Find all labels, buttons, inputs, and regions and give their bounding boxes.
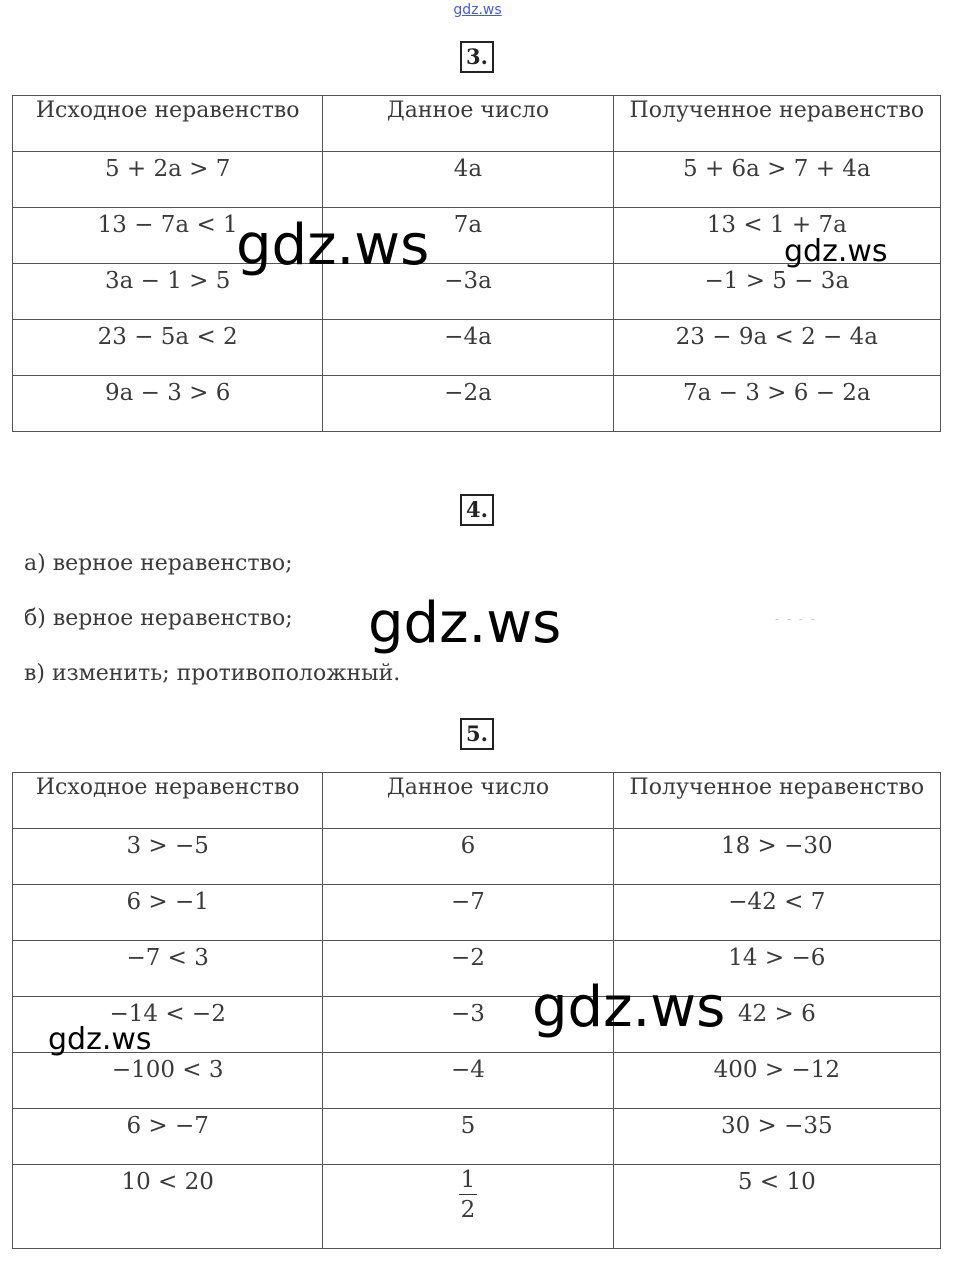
answer-b: б) верное неравенство; xyxy=(24,606,293,631)
cell-result: 18 > −30 xyxy=(613,829,940,885)
cell-original: 6 > −7 xyxy=(13,1109,323,1165)
answer-a: а) верное неравенство; xyxy=(24,551,293,576)
table-row xyxy=(13,1109,941,1165)
cell-number-fraction xyxy=(323,1165,613,1249)
top-watermark-link: gdz.ws xyxy=(453,2,502,18)
faint-mark: - - - - xyxy=(775,612,817,626)
table-row xyxy=(13,320,941,376)
cell-original: 23 − 5a < 2 xyxy=(13,320,323,376)
cell-original: −100 < 3 xyxy=(13,1053,323,1109)
watermark-logo: gdz.ws xyxy=(236,213,430,278)
table-section-5 xyxy=(12,772,941,1249)
cell-original: 9a − 3 > 6 xyxy=(13,376,323,432)
cell-original: −7 < 3 xyxy=(13,941,323,997)
table-row xyxy=(13,941,941,997)
fraction-denominator: 2 xyxy=(460,1197,476,1223)
table-row xyxy=(13,152,941,208)
watermark-logo: gdz.ws xyxy=(48,1022,152,1057)
cell-number: −2a xyxy=(323,376,613,432)
cell-number: −4 xyxy=(323,1053,613,1109)
cell-result: 5 + 6a > 7 + 4a xyxy=(613,152,940,208)
watermark-logo: gdz.ws xyxy=(368,591,562,656)
cell-number: −3 xyxy=(323,997,613,1053)
cell-number: −7 xyxy=(323,885,613,941)
fraction-numerator: 1 xyxy=(460,1167,476,1193)
cell-original: 6 > −1 xyxy=(13,885,323,941)
cell-number: 7a xyxy=(323,208,613,264)
fraction-one-half xyxy=(459,1169,478,1222)
cell-original: 3 > −5 xyxy=(13,829,323,885)
section-5-number: 5. xyxy=(460,718,494,750)
table-row xyxy=(13,829,941,885)
cell-result: 400 > −12 xyxy=(613,1053,940,1109)
header-number: Данное число xyxy=(323,773,613,829)
cell-original: −14 < −2 xyxy=(13,997,323,1053)
table-row xyxy=(13,1165,941,1249)
section-4-number: 4. xyxy=(460,494,494,526)
cell-number: 5 xyxy=(323,1109,613,1165)
cell-result: −1 > 5 − 3a xyxy=(613,264,940,320)
table-row xyxy=(13,376,941,432)
table-row xyxy=(13,264,941,320)
answer-c: в) изменить; противоположный. xyxy=(24,661,401,686)
header-original: Исходное неравенство xyxy=(13,96,323,152)
table-header-row xyxy=(13,96,941,152)
watermark-logo: gdz.ws xyxy=(784,234,888,269)
section-3-number: 3. xyxy=(460,41,494,73)
cell-original: 3a − 1 > 5 xyxy=(13,264,323,320)
table-header-row xyxy=(13,773,941,829)
cell-result: 30 > −35 xyxy=(613,1109,940,1165)
cell-number: −2 xyxy=(323,941,613,997)
cell-result: 7a − 3 > 6 − 2a xyxy=(613,376,940,432)
header-result: Полученное неравенство xyxy=(613,96,940,152)
table-row xyxy=(13,885,941,941)
cell-original: 10 < 20 xyxy=(13,1165,323,1249)
table-row xyxy=(13,1053,941,1109)
cell-number: −4a xyxy=(323,320,613,376)
watermark-logo: gdz.ws xyxy=(532,975,726,1040)
cell-result: 23 − 9a < 2 − 4a xyxy=(613,320,940,376)
cell-result: −42 < 7 xyxy=(613,885,940,941)
header-original: Исходное неравенство xyxy=(13,773,323,829)
cell-result: 42 > 6 xyxy=(613,997,940,1053)
cell-number: −3a xyxy=(323,264,613,320)
cell-original: 5 + 2a > 7 xyxy=(13,152,323,208)
header-result: Полученное неравенство xyxy=(613,773,940,829)
cell-result: 14 > −6 xyxy=(613,941,940,997)
cell-number: 6 xyxy=(323,829,613,885)
cell-result: 13 < 1 + 7a xyxy=(613,208,940,264)
cell-number: 4a xyxy=(323,152,613,208)
header-number: Данное число xyxy=(323,96,613,152)
cell-result: 5 < 10 xyxy=(613,1165,940,1249)
cell-original: 13 − 7a < 1 xyxy=(13,208,323,264)
table-row xyxy=(13,997,941,1053)
